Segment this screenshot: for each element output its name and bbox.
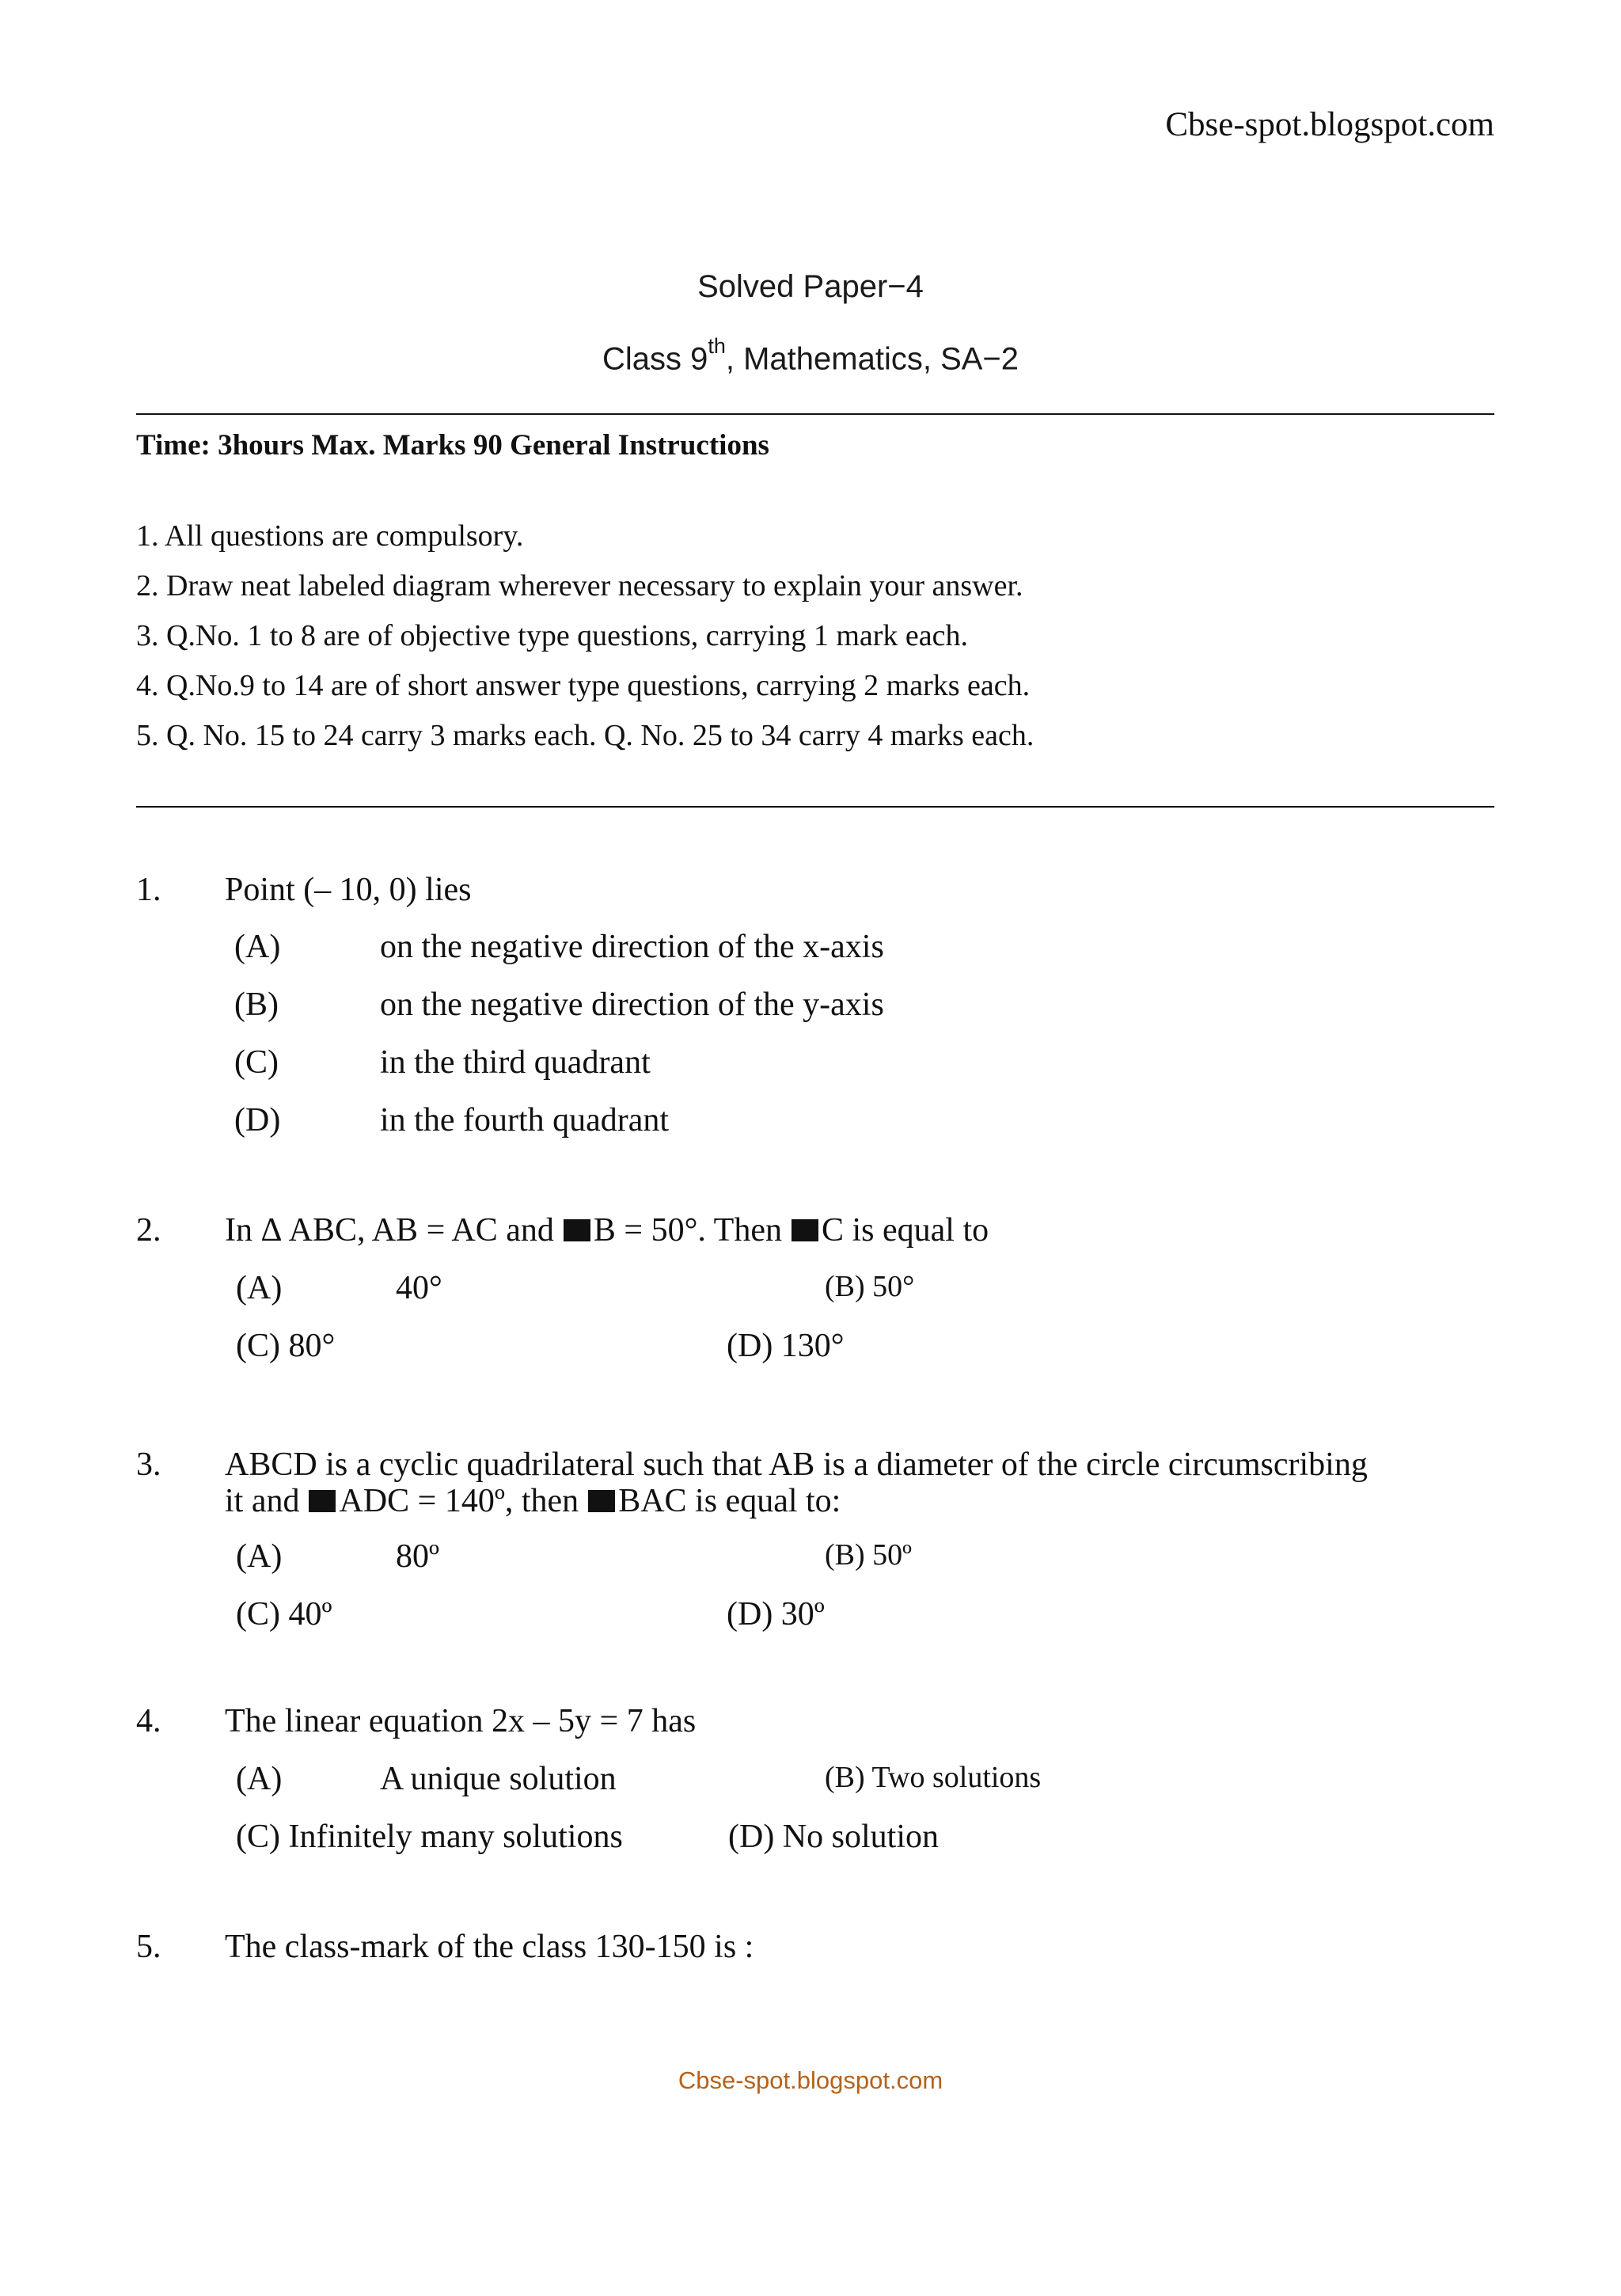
class-label: Class 9 <box>602 341 708 377</box>
question-text-part: In Δ ABC, AB = AC and <box>225 1212 554 1249</box>
angle-symbol-icon <box>792 1219 818 1241</box>
class-suffix: th <box>708 334 726 358</box>
question-text <box>225 1211 989 1249</box>
option-text: in the third quadrant <box>380 1044 651 1081</box>
top-divider <box>136 413 1494 415</box>
instruction-item: 3. Q.No. 1 to 8 are of objective type questions, carrying 1 mark each. <box>136 619 969 652</box>
option-c: (C) Infinitely many solutions <box>236 1819 623 1855</box>
instruction-item: 2. Draw neat labeled diagram wherever necessary to explain your answer. <box>136 569 1023 603</box>
option-text: 40° <box>396 1270 442 1306</box>
site-url-footer: Cbse-spot.blogspot.com <box>678 2066 943 2094</box>
question-number: 2. <box>136 1212 161 1249</box>
question-text-part: BAC is equal to: <box>618 1483 841 1519</box>
question-number: 3. <box>136 1446 161 1483</box>
angle-symbol-icon <box>588 1490 615 1512</box>
option-b: (B) 50º <box>825 1538 912 1572</box>
option-c: (C) 80° <box>236 1328 336 1364</box>
site-url-header: Cbse-spot.blogspot.com <box>1165 106 1494 143</box>
instruction-item: 5. Q. No. 15 to 24 carry 3 marks each. Q. No. 25 to 34 carry 4 marks each. <box>136 719 1034 752</box>
option-text: on the negative direction of the x-axis <box>380 929 884 965</box>
paper-subtitle <box>0 334 1621 377</box>
option-label: (A) <box>234 929 281 965</box>
subject-label: , Mathematics, SA−2 <box>725 341 1019 377</box>
option-label: (C) <box>234 1044 279 1081</box>
angle-symbol-icon <box>309 1490 336 1512</box>
question-text: The linear equation 2x – 5y = 7 has <box>225 1703 697 1739</box>
option-c: (C) 40º <box>236 1596 332 1633</box>
option-d: (D) 30º <box>727 1596 825 1633</box>
option-label: (A) <box>236 1538 283 1575</box>
exam-meta: Time: 3hours Max. Marks 90 General Instructions <box>136 429 769 462</box>
question-text-part: C is equal to <box>821 1212 989 1249</box>
option-d: (D) 130° <box>727 1328 845 1364</box>
option-label: (D) <box>234 1102 281 1138</box>
option-text: A unique solution <box>380 1761 617 1797</box>
option-text: on the negative direction of the y-axis <box>380 986 884 1023</box>
question-text: Point (– 10, 0) lies <box>225 872 472 908</box>
question-text: The class-mark of the class 130-150 is : <box>225 1929 754 1965</box>
question-text-part: it and <box>225 1483 300 1519</box>
option-text: in the fourth quadrant <box>380 1102 670 1138</box>
paper-title: Solved Paper−4 <box>697 269 924 304</box>
option-label: (A) <box>236 1270 283 1306</box>
option-label: (B) <box>234 986 279 1023</box>
option-text: 80º <box>396 1538 440 1575</box>
bottom-divider <box>136 806 1494 808</box>
instruction-item: 4. Q.No.9 to 14 are of short answer type questions, carrying 2 marks each. <box>136 669 1031 702</box>
option-b: (B) Two solutions <box>825 1761 1042 1794</box>
option-label: (A) <box>236 1761 283 1797</box>
angle-symbol-icon <box>564 1219 590 1241</box>
option-b: (B) 50° <box>825 1270 915 1303</box>
question-number: 4. <box>136 1703 161 1739</box>
question-text-line2 <box>225 1482 841 1520</box>
instruction-item: 1. All questions are compulsory. <box>136 519 524 553</box>
question-number: 5. <box>136 1929 161 1965</box>
question-text: ABCD is a cyclic quadrilateral such that AB is a diameter of the circle circumscribing <box>225 1446 1368 1483</box>
question-text-part: B = 50°. Then <box>593 1212 782 1249</box>
question-text-part: ADC = 140º, then <box>339 1483 579 1519</box>
question-number: 1. <box>136 872 161 908</box>
option-d: (D) No solution <box>728 1819 939 1855</box>
